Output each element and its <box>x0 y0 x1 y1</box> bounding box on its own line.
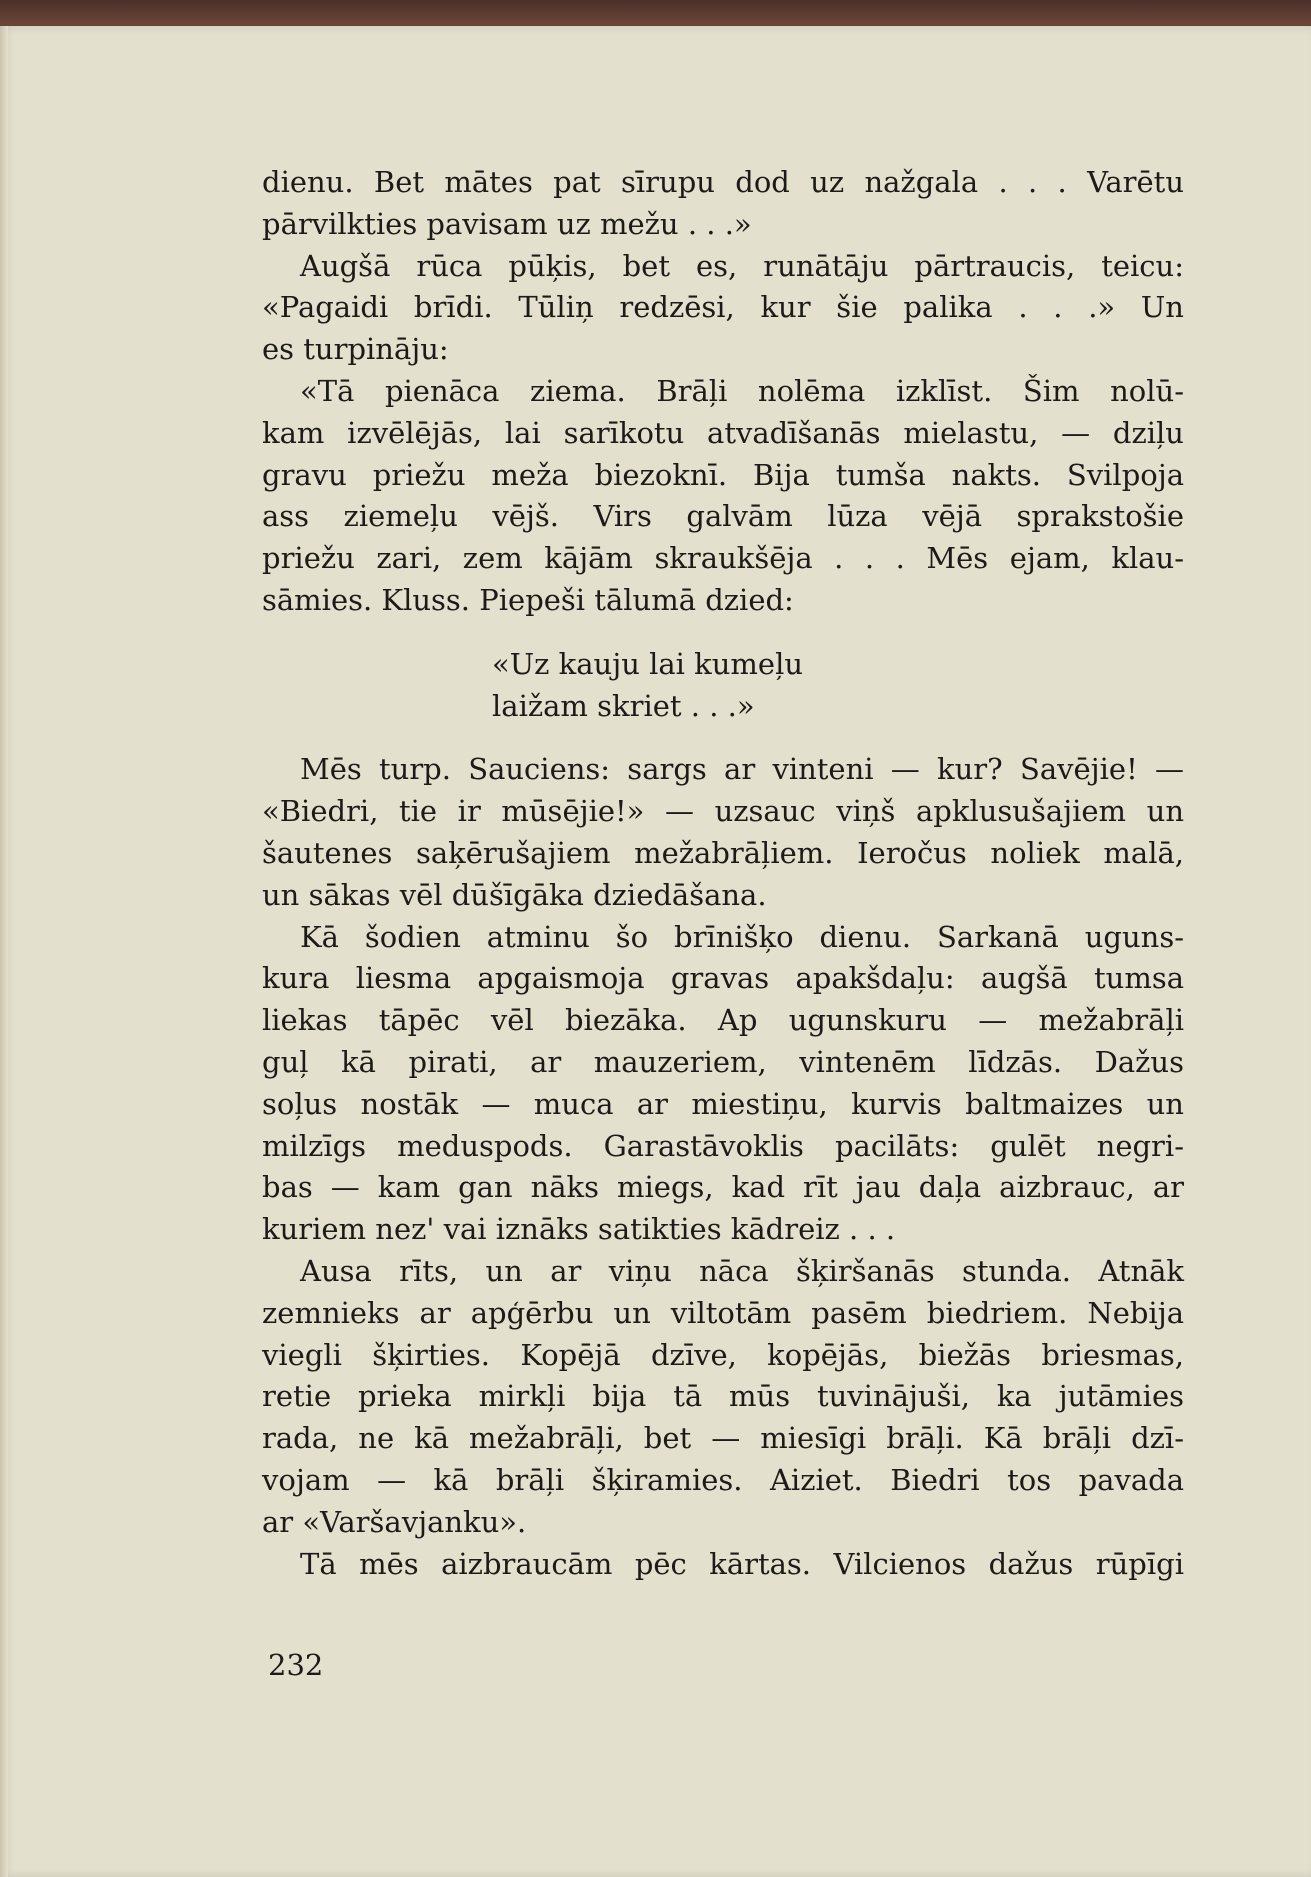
verse-line: laižam skriet . . .» <box>492 688 755 723</box>
verse-line: «Uz kauju lai kumeļu <box>492 646 804 681</box>
text-line: ass ziemeļu vējš. Virs galvām lūza vējā sprakstošie <box>262 499 1184 534</box>
text-line: un sākas vēl dūšīgāka dziedāšana. <box>262 877 767 912</box>
text-line: zemnieks ar apģērbu un viltotām pasēm biedriem. Nebija <box>262 1295 1184 1330</box>
text-line: bas — kam gan nāks miegs, kad rīt jau daļa aizbrauc, ar <box>262 1170 1184 1205</box>
text-line: priežu zari, zem kājām skraukšēja . . . Mēs ejam, klau- <box>262 541 1184 576</box>
text-line: «Pagaidi brīdi. Tūliņ redzēsi, kur šie palika . . .» Un <box>262 290 1184 325</box>
page-gutter-shadow <box>0 26 8 1877</box>
text-line: Kā šodien atminu šo brīnišķo dienu. Sarkanā uguns- <box>300 919 1184 954</box>
text-line: viegli šķirties. Kopējā dzīve, kopējās, biežās briesmas, <box>262 1337 1184 1372</box>
text-line: es turpināju: <box>262 332 449 367</box>
text-line: gravu priežu meža biezoknī. Bija tumša nakts. Svilpoja <box>262 457 1184 492</box>
text-line: rada, ne kā mežabrāļi, bet — miesīgi brāļi. Kā brāļi dzī- <box>262 1421 1184 1456</box>
text-line: Augšā rūca pūķis, bet es, runātāju pārtraucis, teicu: <box>300 248 1184 283</box>
text-line: pārvilkties pavisam uz mežu . . .» <box>262 206 752 241</box>
text-line: kuriem nez' vai iznāks satikties kādreiz . . . <box>262 1212 896 1247</box>
verse-spacing <box>262 622 1184 644</box>
text-line: retie prieka mirkļi bija tā mūs tuvinājuši, ka jutāmies <box>262 1379 1184 1414</box>
text-line: guļ kā pirati, ar mauzeriem, vintenēm līdzās. Dažus <box>262 1044 1184 1079</box>
text-line: kam izvēlējās, lai sarīkotu atvadīšanās mielastu, — dziļu <box>262 415 1184 450</box>
text-line: ar «Varšavjanku». <box>262 1504 527 1539</box>
text-line: milzīgs meduspods. Garastāvoklis pacilāts: gulēt negri- <box>262 1128 1184 1163</box>
text-line: kura liesma apgaismoja gravas apakšdaļu: augšā tumsa <box>262 961 1184 996</box>
text-line: Mēs turp. Sauciens: sargs ar vinteni — kur? Savējie! — <box>300 752 1184 787</box>
page-text <box>262 162 1184 1585</box>
text-line: «Tā pienāca ziema. Brāļi nolēma izklīst. Šim nolū- <box>300 373 1184 408</box>
text-line: «Biedri, tie ir mūsējie!» — uzsauc viņš apklusušajiem un <box>262 794 1184 829</box>
text-line: dienu. Bet mātes pat sīrupu dod uz nažgala . . . Varētu <box>262 165 1184 199</box>
text-line: soļus nostāk — muca ar miestiņu, kurvis baltmaizes un <box>262 1086 1184 1121</box>
text-line: Ausa rīts, un ar viņu nāca šķiršanās stunda. Atnāk <box>300 1253 1184 1288</box>
text-line: sāmies. Kluss. Piepeši tālumā dzied: <box>262 582 794 617</box>
text-line: liekas tāpēc vēl biezāka. Ap ugunskuru — mežabrāļi <box>262 1003 1184 1038</box>
page-number: 232 <box>268 1648 324 1682</box>
text-line: šautenes saķērušajiem mežabrāļiem. Ieročus noliek malā, <box>262 835 1184 870</box>
verse-spacing <box>262 727 1184 749</box>
text-line: Tā mēs aizbraucām pēc kārtas. Vilcienos dažus rūpīgi <box>300 1546 1184 1581</box>
text-line: vojam — kā brāļi šķiramies. Aiziet. Biedri tos pavada <box>262 1462 1184 1497</box>
